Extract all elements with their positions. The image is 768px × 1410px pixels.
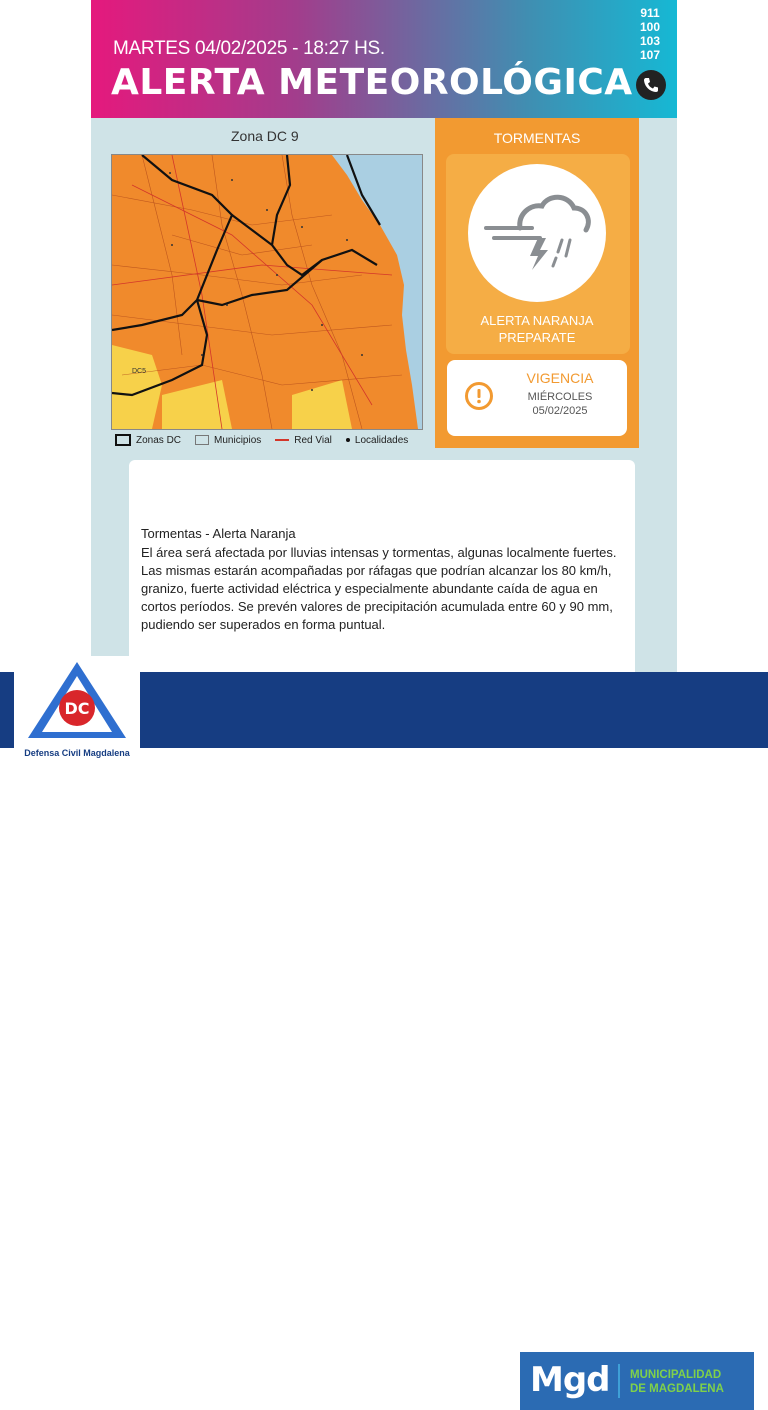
phone-100: 100 bbox=[639, 20, 661, 34]
phone-103: 103 bbox=[639, 34, 661, 48]
defensa-civil-name: Defensa Civil Magdalena bbox=[24, 748, 130, 758]
vigencia-box bbox=[447, 360, 627, 436]
alert-level-panel bbox=[435, 118, 639, 448]
legend-municipios-swatch bbox=[195, 435, 209, 445]
description-box bbox=[129, 460, 635, 672]
legend-localidades-label: Localidades bbox=[354, 434, 409, 446]
alert-card bbox=[91, 0, 677, 672]
map-legend bbox=[115, 434, 408, 446]
mgd-logo-text: Mgd bbox=[530, 1360, 610, 1400]
defensa-civil-logo bbox=[14, 656, 140, 762]
alert-header bbox=[91, 0, 677, 118]
map-section bbox=[91, 118, 433, 453]
legend-red-vial bbox=[275, 435, 332, 446]
phone-icon bbox=[636, 70, 666, 100]
vigencia-date-value: 05/02/2025 bbox=[532, 405, 588, 417]
vigencia-date bbox=[505, 390, 615, 418]
alert-title: ALERTA METEOROLÓGICA bbox=[111, 62, 633, 103]
municipality-logo bbox=[520, 1352, 754, 1410]
legend-zonas-swatch bbox=[115, 434, 131, 446]
legend-municipios-label: Municipios bbox=[214, 434, 262, 446]
zone-map bbox=[111, 154, 423, 430]
legend-red-vial-swatch bbox=[275, 439, 289, 441]
alert-level bbox=[435, 312, 639, 346]
description-title: Tormentas - Alerta Naranja bbox=[141, 526, 296, 541]
legend-localidades-swatch bbox=[346, 438, 350, 442]
alert-level-line1: ALERTA NARANJA bbox=[480, 313, 594, 328]
dc-logo-text: DC bbox=[64, 699, 90, 718]
legend-red-vial-label: Red Vial bbox=[294, 434, 332, 446]
legend-zonas-label: Zonas DC bbox=[136, 434, 182, 446]
alert-date: MARTES 04/02/2025 - 18:27 HS. bbox=[113, 38, 385, 59]
legend-zonas bbox=[115, 434, 181, 446]
phone-107: 107 bbox=[639, 48, 661, 62]
mgd-divider bbox=[618, 1364, 620, 1398]
phone-911: 911 bbox=[640, 6, 660, 20]
description-body: El área será afectada por lluvias intensas y tormentas, algunas localmente fuertes. Las mismas estarán acompañadas por ráfagas que podrían alcanzar los 80 km/h, granizo, fuerte actividad eléctrica y especialmente abundante caída de agua en cortos períodos. Se prevén valores de precipitación acumulada entre 60 y 90 mm, pudiendo ser superados en forma puntual. bbox=[141, 545, 617, 632]
municipality-line2: DE MAGDALENA bbox=[630, 1383, 724, 1395]
vigencia-day: MIÉRCOLES bbox=[527, 391, 593, 403]
legend-localidades bbox=[346, 435, 408, 446]
emergency-phones bbox=[629, 6, 671, 62]
legend-municipios bbox=[195, 435, 261, 446]
municipality-line1: MUNICIPALIDAD bbox=[630, 1369, 722, 1381]
map-inset-label: DC5 bbox=[132, 368, 147, 375]
vigencia-title: VIGENCIA bbox=[526, 370, 594, 386]
alert-level-line2: PREPARATE bbox=[498, 330, 576, 345]
zone-label: Zona DC 9 bbox=[231, 128, 299, 144]
municipality-name bbox=[630, 1368, 724, 1396]
exclamation-icon bbox=[465, 382, 493, 410]
alert-type: TORMENTAS bbox=[493, 130, 581, 146]
storm-cloud-icon bbox=[468, 164, 606, 302]
